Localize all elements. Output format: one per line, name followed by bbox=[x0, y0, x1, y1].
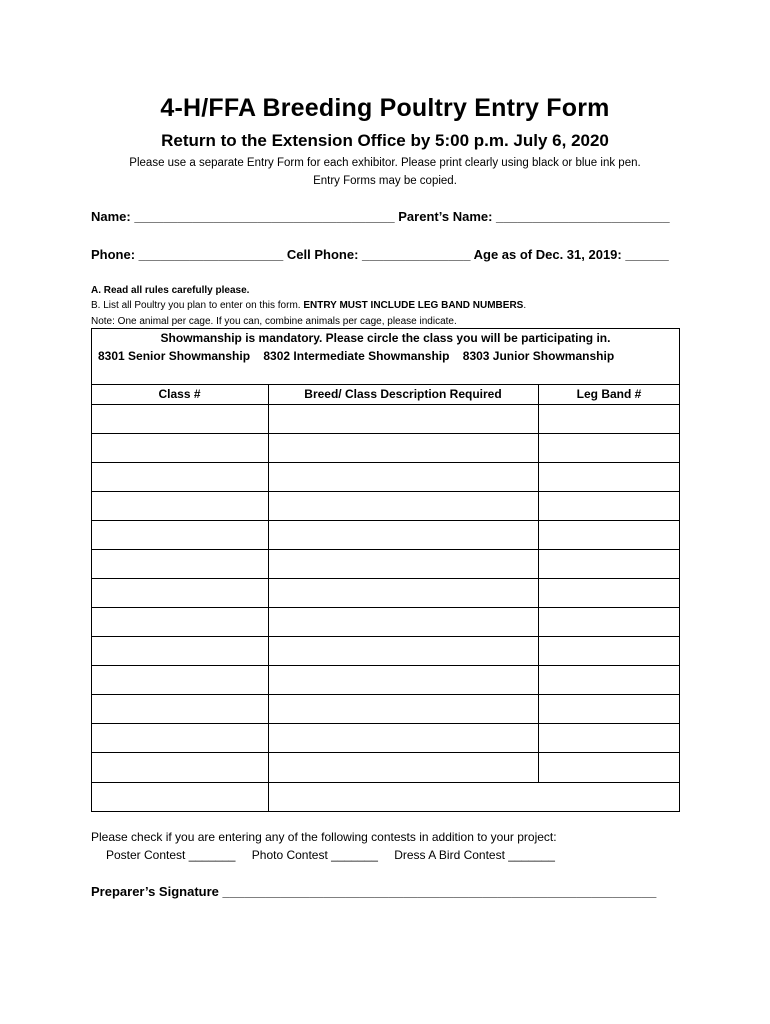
form-instructions bbox=[0, 154, 770, 190]
column-divider-1 bbox=[268, 384, 269, 812]
table-row bbox=[91, 549, 680, 550]
cell-phone-field[interactable]: Cell Phone: _______________ bbox=[286, 247, 471, 262]
column-header-class: Class # bbox=[158, 387, 201, 401]
name-row bbox=[91, 209, 670, 224]
column-header-breed: Breed/ Class Description Required bbox=[304, 387, 502, 401]
form-subtitle: Return to the Extension Office by 5:00 p.m. July 6, 2020 bbox=[161, 131, 609, 150]
note-b-bold: ENTRY MUST INCLUDE LEG BAND NUMBERS bbox=[303, 300, 524, 311]
photo-contest-field[interactable]: Photo Contest _______ bbox=[251, 848, 378, 862]
table-row bbox=[91, 607, 680, 608]
showmanship-classes[interactable]: 8301 Senior Showmanship 8302 Intermediate Showmanship 8303 Junior Showmanship bbox=[98, 349, 615, 363]
name-field[interactable]: Name: ____________________________________ bbox=[91, 209, 395, 224]
table-row bbox=[91, 433, 680, 434]
note-b-text: B. List all Poultry you plan to enter on this form. bbox=[91, 300, 304, 311]
table-row bbox=[91, 578, 680, 579]
instructions-line-1: Please use a separate Entry Form for each exhibitor. Please print clearly using black or blue ink pen. bbox=[129, 157, 641, 169]
note-b-end: . bbox=[523, 300, 527, 311]
note-cage: Note: One animal per cage. If you can, combine animals per cage, please indicate. bbox=[91, 316, 457, 327]
contest-options bbox=[106, 848, 568, 862]
table-row bbox=[91, 723, 680, 724]
table-row bbox=[91, 462, 680, 463]
dress-a-bird-contest-field[interactable]: Dress A Bird Contest _______ bbox=[394, 848, 555, 862]
table-row bbox=[91, 782, 680, 783]
preparer-signature-field[interactable]: Preparer’s Signature ____________________________________________________________ bbox=[91, 884, 657, 899]
phone-row bbox=[91, 247, 669, 262]
table-row bbox=[91, 752, 680, 753]
poster-contest-field[interactable]: Poster Contest _______ bbox=[106, 848, 236, 862]
table-row bbox=[91, 491, 680, 492]
table-row bbox=[91, 520, 680, 521]
form-title: 4-H/FFA Breeding Poultry Entry Form bbox=[160, 94, 610, 122]
table-row bbox=[91, 636, 680, 637]
phone-field[interactable]: Phone: ____________________ bbox=[91, 247, 284, 262]
parent-name-field[interactable]: Parent’s Name: ________________________ bbox=[398, 209, 670, 224]
table-row bbox=[91, 665, 680, 666]
note-b bbox=[91, 300, 526, 311]
contest-intro: Please check if you are entering any of the following contests in addition to your project: bbox=[91, 830, 557, 844]
age-field[interactable]: Age as of Dec. 31, 2019: ______ bbox=[473, 247, 669, 262]
table-row bbox=[91, 404, 680, 405]
table-row bbox=[91, 694, 680, 695]
column-header-leg-band: Leg Band # bbox=[576, 387, 642, 401]
instructions-line-2: Entry Forms may be copied. bbox=[313, 175, 457, 187]
showmanship-heading: Showmanship is mandatory. Please circle the class you will be participating in. bbox=[160, 331, 611, 345]
note-a: A. Read all rules carefully please. bbox=[91, 285, 250, 296]
table-divider bbox=[91, 384, 680, 385]
